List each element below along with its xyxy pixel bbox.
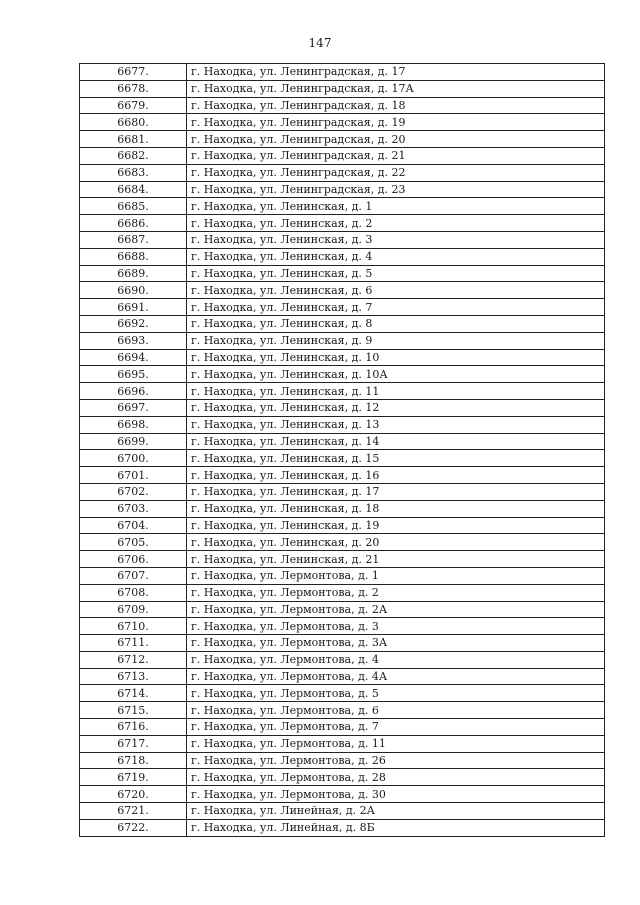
table-row [80,366,605,383]
address-cell: г. Находка, ул. Ленинская, д. 14 [187,433,605,450]
address-cell: г. Находка, ул. Ленинская, д. 15 [187,450,605,467]
table-row [80,803,605,820]
row-number-cell: 6689. [80,265,187,282]
row-number-cell: 6677. [80,64,187,81]
table-row [80,215,605,232]
table-row [80,752,605,769]
row-number-cell: 6701. [80,467,187,484]
address-cell: г. Находка, ул. Лермонтова, д. 11 [187,735,605,752]
address-cell: г. Находка, ул. Ленинская, д. 3 [187,231,605,248]
address-cell: г. Находка, ул. Лермонтова, д. 5 [187,685,605,702]
table-row [80,131,605,148]
table-row [80,584,605,601]
table-row [80,114,605,131]
row-number-cell: 6696. [80,383,187,400]
table-row [80,483,605,500]
row-number-cell: 6708. [80,584,187,601]
row-number-cell: 6700. [80,450,187,467]
table-row [80,651,605,668]
address-cell: г. Находка, ул. Ленинская, д. 9 [187,332,605,349]
row-number-cell: 6719. [80,769,187,786]
address-cell: г. Находка, ул. Ленинская, д. 20 [187,534,605,551]
address-cell: г. Находка, ул. Ленинская, д. 6 [187,282,605,299]
row-number-cell: 6722. [80,819,187,836]
address-cell: г. Находка, ул. Ленинградская, д. 18 [187,97,605,114]
table-row [80,517,605,534]
table-row [80,349,605,366]
table-row [80,97,605,114]
row-number-cell: 6699. [80,433,187,450]
table-row [80,399,605,416]
address-cell: г. Находка, ул. Ленинская, д. 17 [187,483,605,500]
address-cell: г. Находка, ул. Ленинская, д. 4 [187,248,605,265]
table-row [80,147,605,164]
row-number-cell: 6681. [80,131,187,148]
address-cell: г. Находка, ул. Ленинская, д. 16 [187,467,605,484]
row-number-cell: 6680. [80,114,187,131]
page-number: 147 [308,36,332,50]
address-cell: г. Находка, ул. Ленинская, д. 13 [187,416,605,433]
address-table [79,63,605,837]
address-cell: г. Находка, ул. Лермонтова, д. 7 [187,719,605,736]
row-number-cell: 6709. [80,601,187,618]
table-row [80,383,605,400]
table-row [80,685,605,702]
table-row [80,735,605,752]
table-row [80,64,605,81]
address-cell: г. Находка, ул. Лермонтова, д. 1 [187,567,605,584]
table-row [80,719,605,736]
row-number-cell: 6686. [80,215,187,232]
row-number-cell: 6688. [80,248,187,265]
table-row [80,181,605,198]
table-row [80,248,605,265]
address-cell: г. Находка, ул. Ленинская, д. 11 [187,383,605,400]
row-number-cell: 6703. [80,500,187,517]
table-row [80,198,605,215]
address-cell: г. Находка, ул. Лермонтова, д. 3А [187,635,605,652]
table-row [80,819,605,836]
address-cell: г. Находка, ул. Лермонтова, д. 26 [187,752,605,769]
row-number-cell: 6704. [80,517,187,534]
row-number-cell: 6684. [80,181,187,198]
table-row [80,769,605,786]
address-cell: г. Находка, ул. Лермонтова, д. 30 [187,786,605,803]
address-cell: г. Находка, ул. Ленинская, д. 1 [187,198,605,215]
address-cell: г. Находка, ул. Ленинградская, д. 20 [187,131,605,148]
address-cell: г. Находка, ул. Линейная, д. 8Б [187,819,605,836]
address-cell: г. Находка, ул. Лермонтова, д. 2А [187,601,605,618]
table-row [80,450,605,467]
address-cell: г. Находка, ул. Ленинградская, д. 17А [187,80,605,97]
address-cell: г. Находка, ул. Ленинская, д. 7 [187,299,605,316]
row-number-cell: 6714. [80,685,187,702]
table-row [80,299,605,316]
row-number-cell: 6715. [80,702,187,719]
table-row [80,315,605,332]
row-number-cell: 6712. [80,651,187,668]
address-cell: г. Находка, ул. Ленинская, д. 10 [187,349,605,366]
table-row [80,433,605,450]
address-cell: г. Находка, ул. Лермонтова, д. 2 [187,584,605,601]
table-row [80,702,605,719]
row-number-cell: 6678. [80,80,187,97]
address-cell: г. Находка, ул. Ленинградская, д. 19 [187,114,605,131]
row-number-cell: 6707. [80,567,187,584]
row-number-cell: 6705. [80,534,187,551]
row-number-cell: 6693. [80,332,187,349]
address-cell: г. Находка, ул. Лермонтова, д. 4 [187,651,605,668]
table-row [80,786,605,803]
table-row [80,567,605,584]
row-number-cell: 6698. [80,416,187,433]
address-cell: г. Находка, ул. Ленинская, д. 5 [187,265,605,282]
table-row [80,500,605,517]
table-row [80,618,605,635]
table-row [80,231,605,248]
row-number-cell: 6690. [80,282,187,299]
row-number-cell: 6716. [80,719,187,736]
row-number-cell: 6683. [80,164,187,181]
address-cell: г. Находка, ул. Ленинская, д. 2 [187,215,605,232]
address-cell: г. Находка, ул. Ленинская, д. 12 [187,399,605,416]
address-cell: г. Находка, ул. Лермонтова, д. 28 [187,769,605,786]
table-row [80,467,605,484]
table-row [80,668,605,685]
table-row [80,164,605,181]
row-number-cell: 6718. [80,752,187,769]
address-cell: г. Находка, ул. Ленинградская, д. 17 [187,64,605,81]
row-number-cell: 6685. [80,198,187,215]
row-number-cell: 6691. [80,299,187,316]
row-number-cell: 6720. [80,786,187,803]
address-cell: г. Находка, ул. Лермонтова, д. 3 [187,618,605,635]
row-number-cell: 6697. [80,399,187,416]
address-cell: г. Находка, ул. Лермонтова, д. 4А [187,668,605,685]
table-row [80,601,605,618]
table-row [80,282,605,299]
address-cell: г. Находка, ул. Ленинградская, д. 21 [187,147,605,164]
table-row [80,534,605,551]
address-cell: г. Находка, ул. Ленинская, д. 19 [187,517,605,534]
row-number-cell: 6713. [80,668,187,685]
table-row [80,635,605,652]
address-cell: г. Находка, ул. Ленинская, д. 8 [187,315,605,332]
row-number-cell: 6702. [80,483,187,500]
address-cell: г. Находка, ул. Ленинградская, д. 22 [187,164,605,181]
address-cell: г. Находка, ул. Линейная, д. 2А [187,803,605,820]
row-number-cell: 6706. [80,551,187,568]
address-cell: г. Находка, ул. Лермонтова, д. 6 [187,702,605,719]
table-row [80,332,605,349]
address-cell: г. Находка, ул. Ленинградская, д. 23 [187,181,605,198]
address-table-body [80,64,605,837]
table-row [80,265,605,282]
row-number-cell: 6679. [80,97,187,114]
table-row [80,551,605,568]
row-number-cell: 6682. [80,147,187,164]
row-number-cell: 6711. [80,635,187,652]
row-number-cell: 6692. [80,315,187,332]
table-row [80,416,605,433]
row-number-cell: 6694. [80,349,187,366]
row-number-cell: 6687. [80,231,187,248]
table-row [80,80,605,97]
row-number-cell: 6717. [80,735,187,752]
address-cell: г. Находка, ул. Ленинская, д. 21 [187,551,605,568]
row-number-cell: 6721. [80,803,187,820]
row-number-cell: 6710. [80,618,187,635]
address-cell: г. Находка, ул. Ленинская, д. 18 [187,500,605,517]
row-number-cell: 6695. [80,366,187,383]
address-cell: г. Находка, ул. Ленинская, д. 10А [187,366,605,383]
